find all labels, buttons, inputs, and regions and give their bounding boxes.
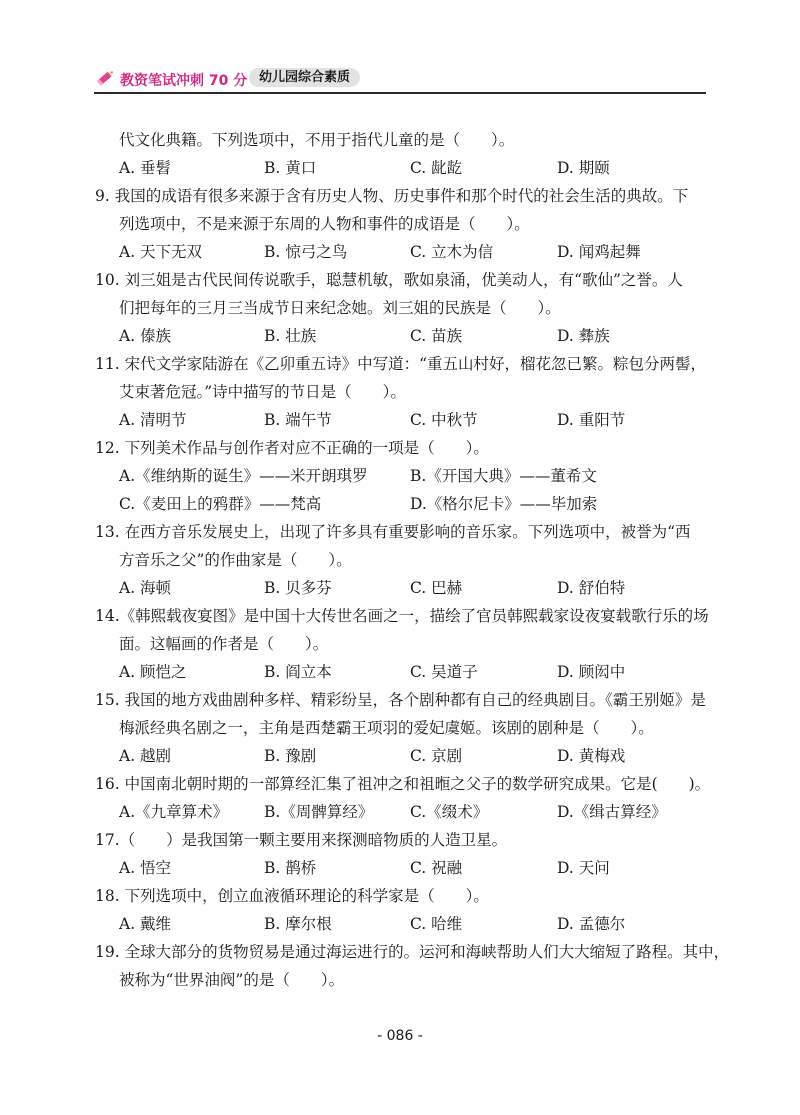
option-d: D. 闻鸡起舞 xyxy=(557,243,641,261)
question-line: 11. 宋代文学家陆游在《乙卯重五诗》中写道：“重五山村好，榴花忽已繁。粽包分两髻， xyxy=(95,355,707,373)
question-line: 面。这幅画的作者是（ ）。 xyxy=(119,635,329,653)
option-c: C. 京剧 xyxy=(410,747,463,765)
option-b: B. 贝多芬 xyxy=(264,579,332,597)
option-a: A.《九章算术》 xyxy=(119,803,229,821)
options-row xyxy=(95,406,720,434)
option-d: D. 重阳节 xyxy=(557,411,626,429)
question-line: 们把每年的三月三当成节日来纪念她。刘三姐的民族是（ ）。 xyxy=(119,299,561,317)
question-line: 梅派经典名剧之一，主角是西楚霸王项羽的爱妃虞姬。该剧的剧种是（ ）。 xyxy=(119,719,654,737)
option-a: A. 戴维 xyxy=(119,915,172,933)
option-b: B.《周髀算经》 xyxy=(264,803,374,821)
option-b: B. 壮族 xyxy=(264,327,317,345)
option-d: D. 黄梅戏 xyxy=(557,747,626,765)
question-list xyxy=(95,126,730,994)
pencil-icon xyxy=(94,67,116,89)
options-row xyxy=(95,798,720,826)
options-row xyxy=(95,854,720,882)
question-line: 艾束著危冠。”诗中描写的节日是（ ）。 xyxy=(119,383,406,401)
options-row xyxy=(95,490,720,518)
option-c: C. 巴赫 xyxy=(410,579,463,597)
option-c: C. 中秋节 xyxy=(410,411,478,429)
question-line: 12. 下列美术作品与创作者对应不正确的一项是（ ）。 xyxy=(95,439,489,457)
option-a: A. 海顿 xyxy=(119,579,172,597)
options-row xyxy=(95,742,720,770)
option-c: C.《麦田上的鸦群》——梵高 xyxy=(119,495,322,513)
option-a: A. 天下无双 xyxy=(119,243,203,261)
option-a: A. 顾恺之 xyxy=(119,663,187,681)
option-a: A. 越剧 xyxy=(119,747,172,765)
question-line: 被称为“世界油阀”的是（ ）。 xyxy=(119,971,345,989)
option-d: D.《格尔尼卡》——毕加索 xyxy=(410,495,598,513)
option-b: B. 鹊桥 xyxy=(264,859,317,877)
option-d: D. 彝族 xyxy=(557,327,610,345)
option-c: C. 吴道子 xyxy=(410,663,478,681)
option-a: A. 傣族 xyxy=(119,327,172,345)
option-c: C. 祝融 xyxy=(410,859,463,877)
option-d: D. 天问 xyxy=(557,859,610,877)
option-a: A. 垂髫 xyxy=(119,159,172,177)
option-b: B. 阎立本 xyxy=(264,663,332,681)
question-line: 17.（ ）是我国第一颗主要用来探测暗物质的人造卫星。 xyxy=(95,831,508,849)
options-row xyxy=(95,658,720,686)
question-line: 19. 全球大部分的货物贸易是通过海运进行的。运河和海峡帮助人们大大缩短了路程。其中， xyxy=(95,943,730,961)
page-header xyxy=(94,66,706,94)
question-line: 15. 我国的地方戏曲剧种多样、精彩纷呈，各个剧种都有自己的经典剧目。《霸王别姬》是 xyxy=(95,691,706,709)
options-row xyxy=(95,910,720,938)
option-d: D. 顾闳中 xyxy=(557,663,626,681)
options-row xyxy=(95,322,720,350)
page-number: - 086 - xyxy=(377,1028,423,1044)
brand-title: 教资笔试冲刺 70 分 xyxy=(120,73,248,89)
option-b: B. 豫剧 xyxy=(264,747,317,765)
option-c: C. 苗族 xyxy=(410,327,463,345)
option-a: A. 清明节 xyxy=(119,411,187,429)
option-b: B. 黄口 xyxy=(264,159,317,177)
subject-badge: 幼儿园综合素质 xyxy=(249,68,360,87)
question-line: 14.《韩熙载夜宴图》是中国十大传世名画之一，描绘了官员韩熙载家设夜宴载歌行乐的场 xyxy=(95,607,709,625)
options-row xyxy=(95,238,720,266)
option-a: A. 悟空 xyxy=(119,859,172,877)
question-line: 16. 中国南北朝时期的一部算经汇集了祖冲之和祖暅之父子的数学研究成果。它是( )。 xyxy=(95,775,711,793)
question-line: 方音乐之父”的作曲家是（ ）。 xyxy=(119,551,352,569)
option-d: D.《缉古算经》 xyxy=(557,803,667,821)
question-line: 列选项中，不是来源于东周的人物和事件的成语是（ ）。 xyxy=(119,215,530,233)
option-c: C. 立木为信 xyxy=(410,243,494,261)
question-line: 13. 在西方音乐发展史上，出现了许多具有重要影响的音乐家。下列选项中，被誉为“西 xyxy=(95,523,691,541)
option-d: D. 期颐 xyxy=(557,159,610,177)
option-b: B. 惊弓之鸟 xyxy=(264,243,348,261)
question-line: 代文化典籍。下列选项中，不用于指代儿童的是（ ）。 xyxy=(119,131,515,149)
option-c: C. 龀龁 xyxy=(410,159,463,177)
option-b: B.《开国大典》——董希文 xyxy=(410,467,597,485)
option-b: B. 摩尔根 xyxy=(264,915,332,933)
options-row xyxy=(95,574,720,602)
option-c: C. 哈维 xyxy=(410,915,463,933)
option-d: D. 孟德尔 xyxy=(557,915,626,933)
options-row xyxy=(95,154,720,182)
option-c: C.《缀术》 xyxy=(410,803,489,821)
question-line: 9. 我国的成语有很多来源于含有历史人物、历史事件和那个时代的社会生活的典故。下 xyxy=(95,187,689,205)
question-line: 10. 刘三姐是古代民间传说歌手，聪慧机敏，歌如泉涌，优美动人，有“歌仙”之誉。人 xyxy=(95,271,683,289)
option-b: B. 端午节 xyxy=(264,411,332,429)
options-row xyxy=(95,462,720,490)
option-a: A.《维纳斯的诞生》——米开朗琪罗 xyxy=(119,467,368,485)
question-line: 18. 下列选项中，创立血液循环理论的科学家是（ ）。 xyxy=(95,887,489,905)
option-d: D. 舒伯特 xyxy=(557,579,626,597)
